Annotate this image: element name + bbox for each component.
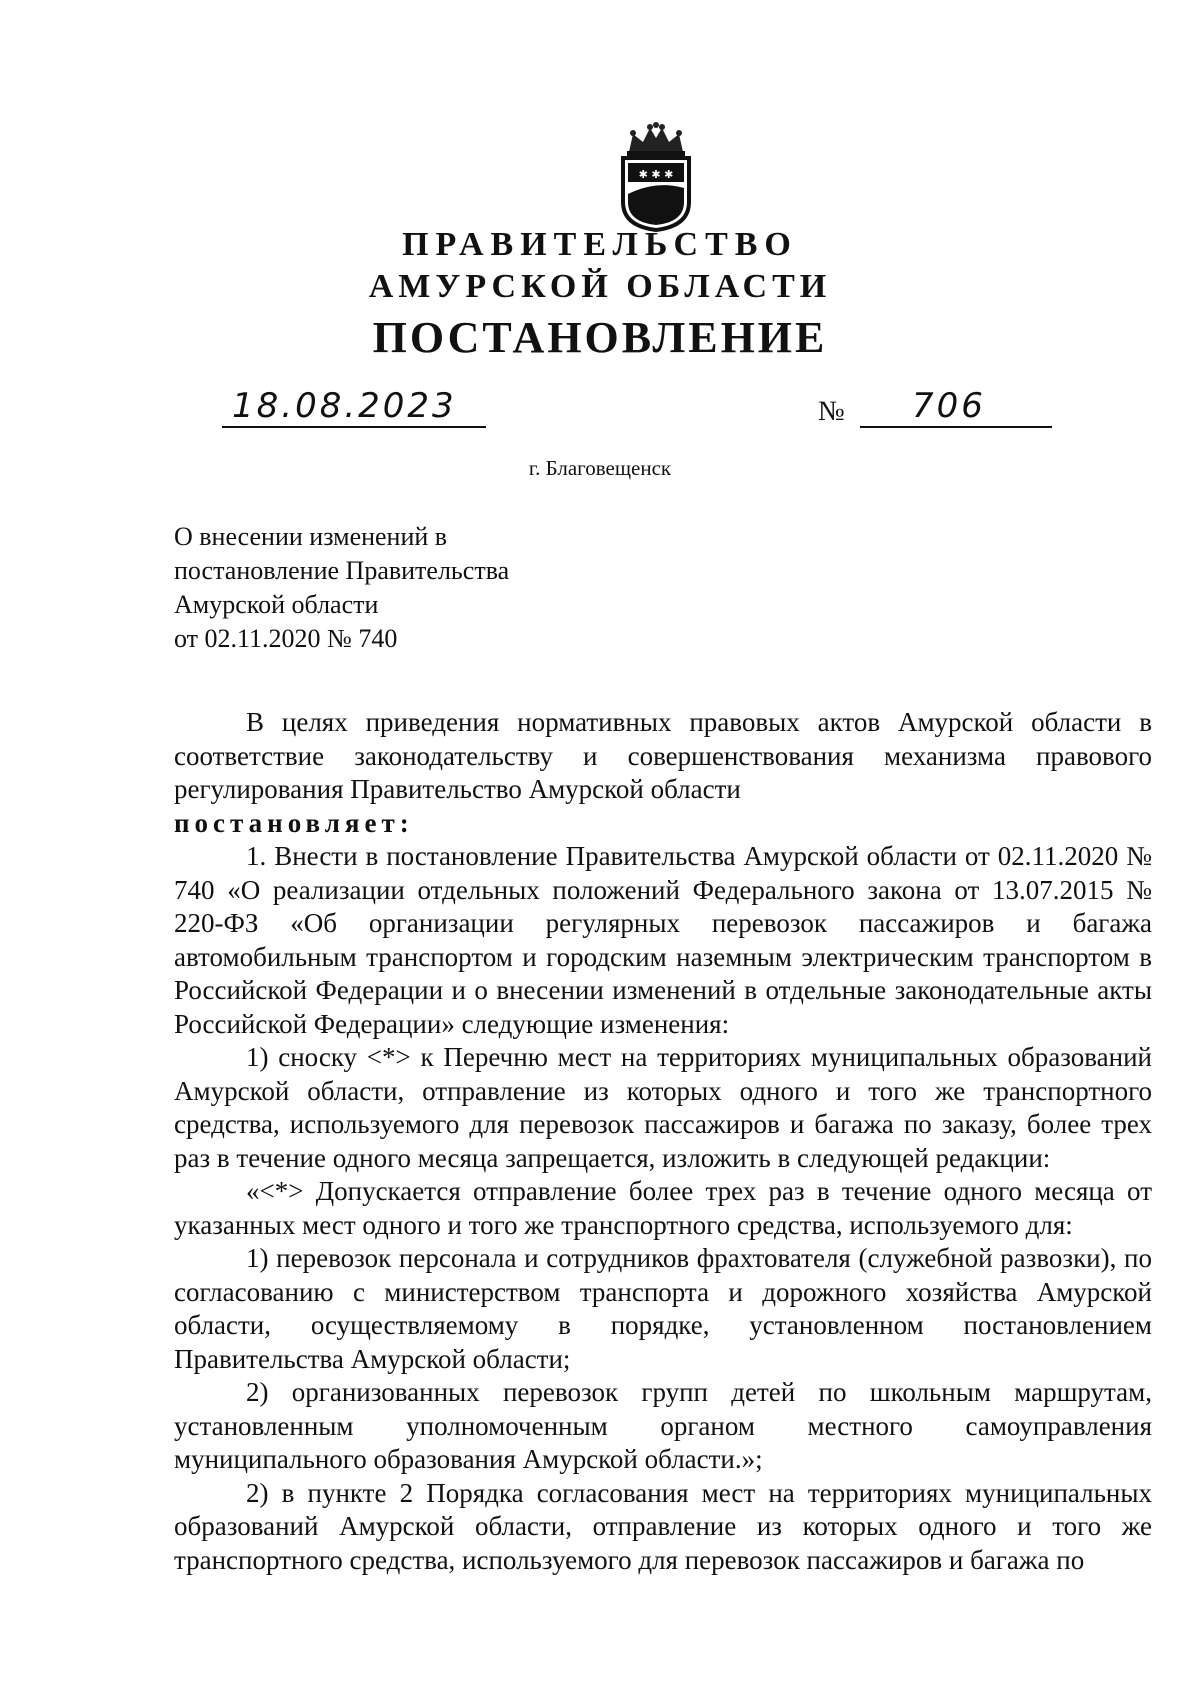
svg-text:✱ ✱ ✱: ✱ ✱ ✱ (638, 168, 674, 181)
paragraph: 1) сноску <*> к Перечню мест на территориях муниципальных образований Амурской области, отправление из которых одного и того же транспортного средства, используемого для перевозок пассажиров и багажа по заказу, более трех раз в течение одного месяца запрещается, изложить в следующей редакции: (174, 1042, 1152, 1173)
paragraph: 1. Внести в постановление Правительства Амурской области от 02.11.2020 № 740 «О реализации отдельных положений Федерального закона от 13.07.2015 № 220-ФЗ «Об организации регулярных перевозок пассажиров и багажа автомобильным транспортом и городским наземным электрическим транспортом в Российской Федерации и о внесении изменений в отдельные законодательные акты Российской Федерации» следующие изменения: (174, 841, 1152, 1039)
subject-line: постановление Правительства (174, 556, 510, 585)
coat-of-arms-icon (615, 122, 697, 232)
document-number-field (860, 388, 1052, 428)
number-sign: № (818, 396, 845, 427)
document-date-field (222, 388, 486, 428)
government-title-line2: АМУРСКОЙ ОБЛАСТИ (368, 268, 832, 305)
decrees-word: постановляет: (174, 807, 414, 838)
preamble: В целях приведения нормативных правовых актов Амурской области в соответствие законодательству и совершенствования механизма правового регулирования Правительство Амурской области (174, 707, 1152, 804)
paragraph: 2) в пункте 2 Порядка согласования мест на территориях муниципальных образований Амурской области, отправление из которых одного и того же транспортного средства, используемого для перевозок пассажиров и багажа по (174, 1477, 1152, 1575)
paragraph: 2) организованных перевозок групп детей по школьным маршрутам, установленным уполномоченным органом местного самоуправления муниципального образования Амурской области.»; (174, 1377, 1152, 1474)
government-title-line1: ПРАВИТЕЛЬСТВО (402, 226, 798, 263)
subject-line: Амурской области (174, 590, 379, 619)
document-date: 18.08.2023 (232, 386, 457, 426)
document-subject (174, 520, 594, 656)
paragraph: 1) перевозок персонала и сотрудников фрахтователя (служебной развозки), по согласованию с министерством транспорта и дорожного хозяйства Амурской области, осуществляемому в порядке, установленном постановлением Правительства Амурской области; (174, 1243, 1152, 1374)
paragraph: «<*> Допускается отправление более трех раз в течение одного месяца от указанных мест одного и того же транспортного средства, используемого для: (174, 1176, 1152, 1240)
subject-line: О внесении изменений в (174, 522, 448, 551)
city: г. Благовещенск (528, 456, 672, 480)
decrees-line (174, 807, 1152, 841)
document-type: ПОСТАНОВЛЕНИЕ (372, 313, 828, 362)
document-number: 706 (912, 386, 986, 426)
document-body (174, 706, 1152, 1577)
subject-line: от 02.11.2020 № 740 (174, 624, 398, 653)
